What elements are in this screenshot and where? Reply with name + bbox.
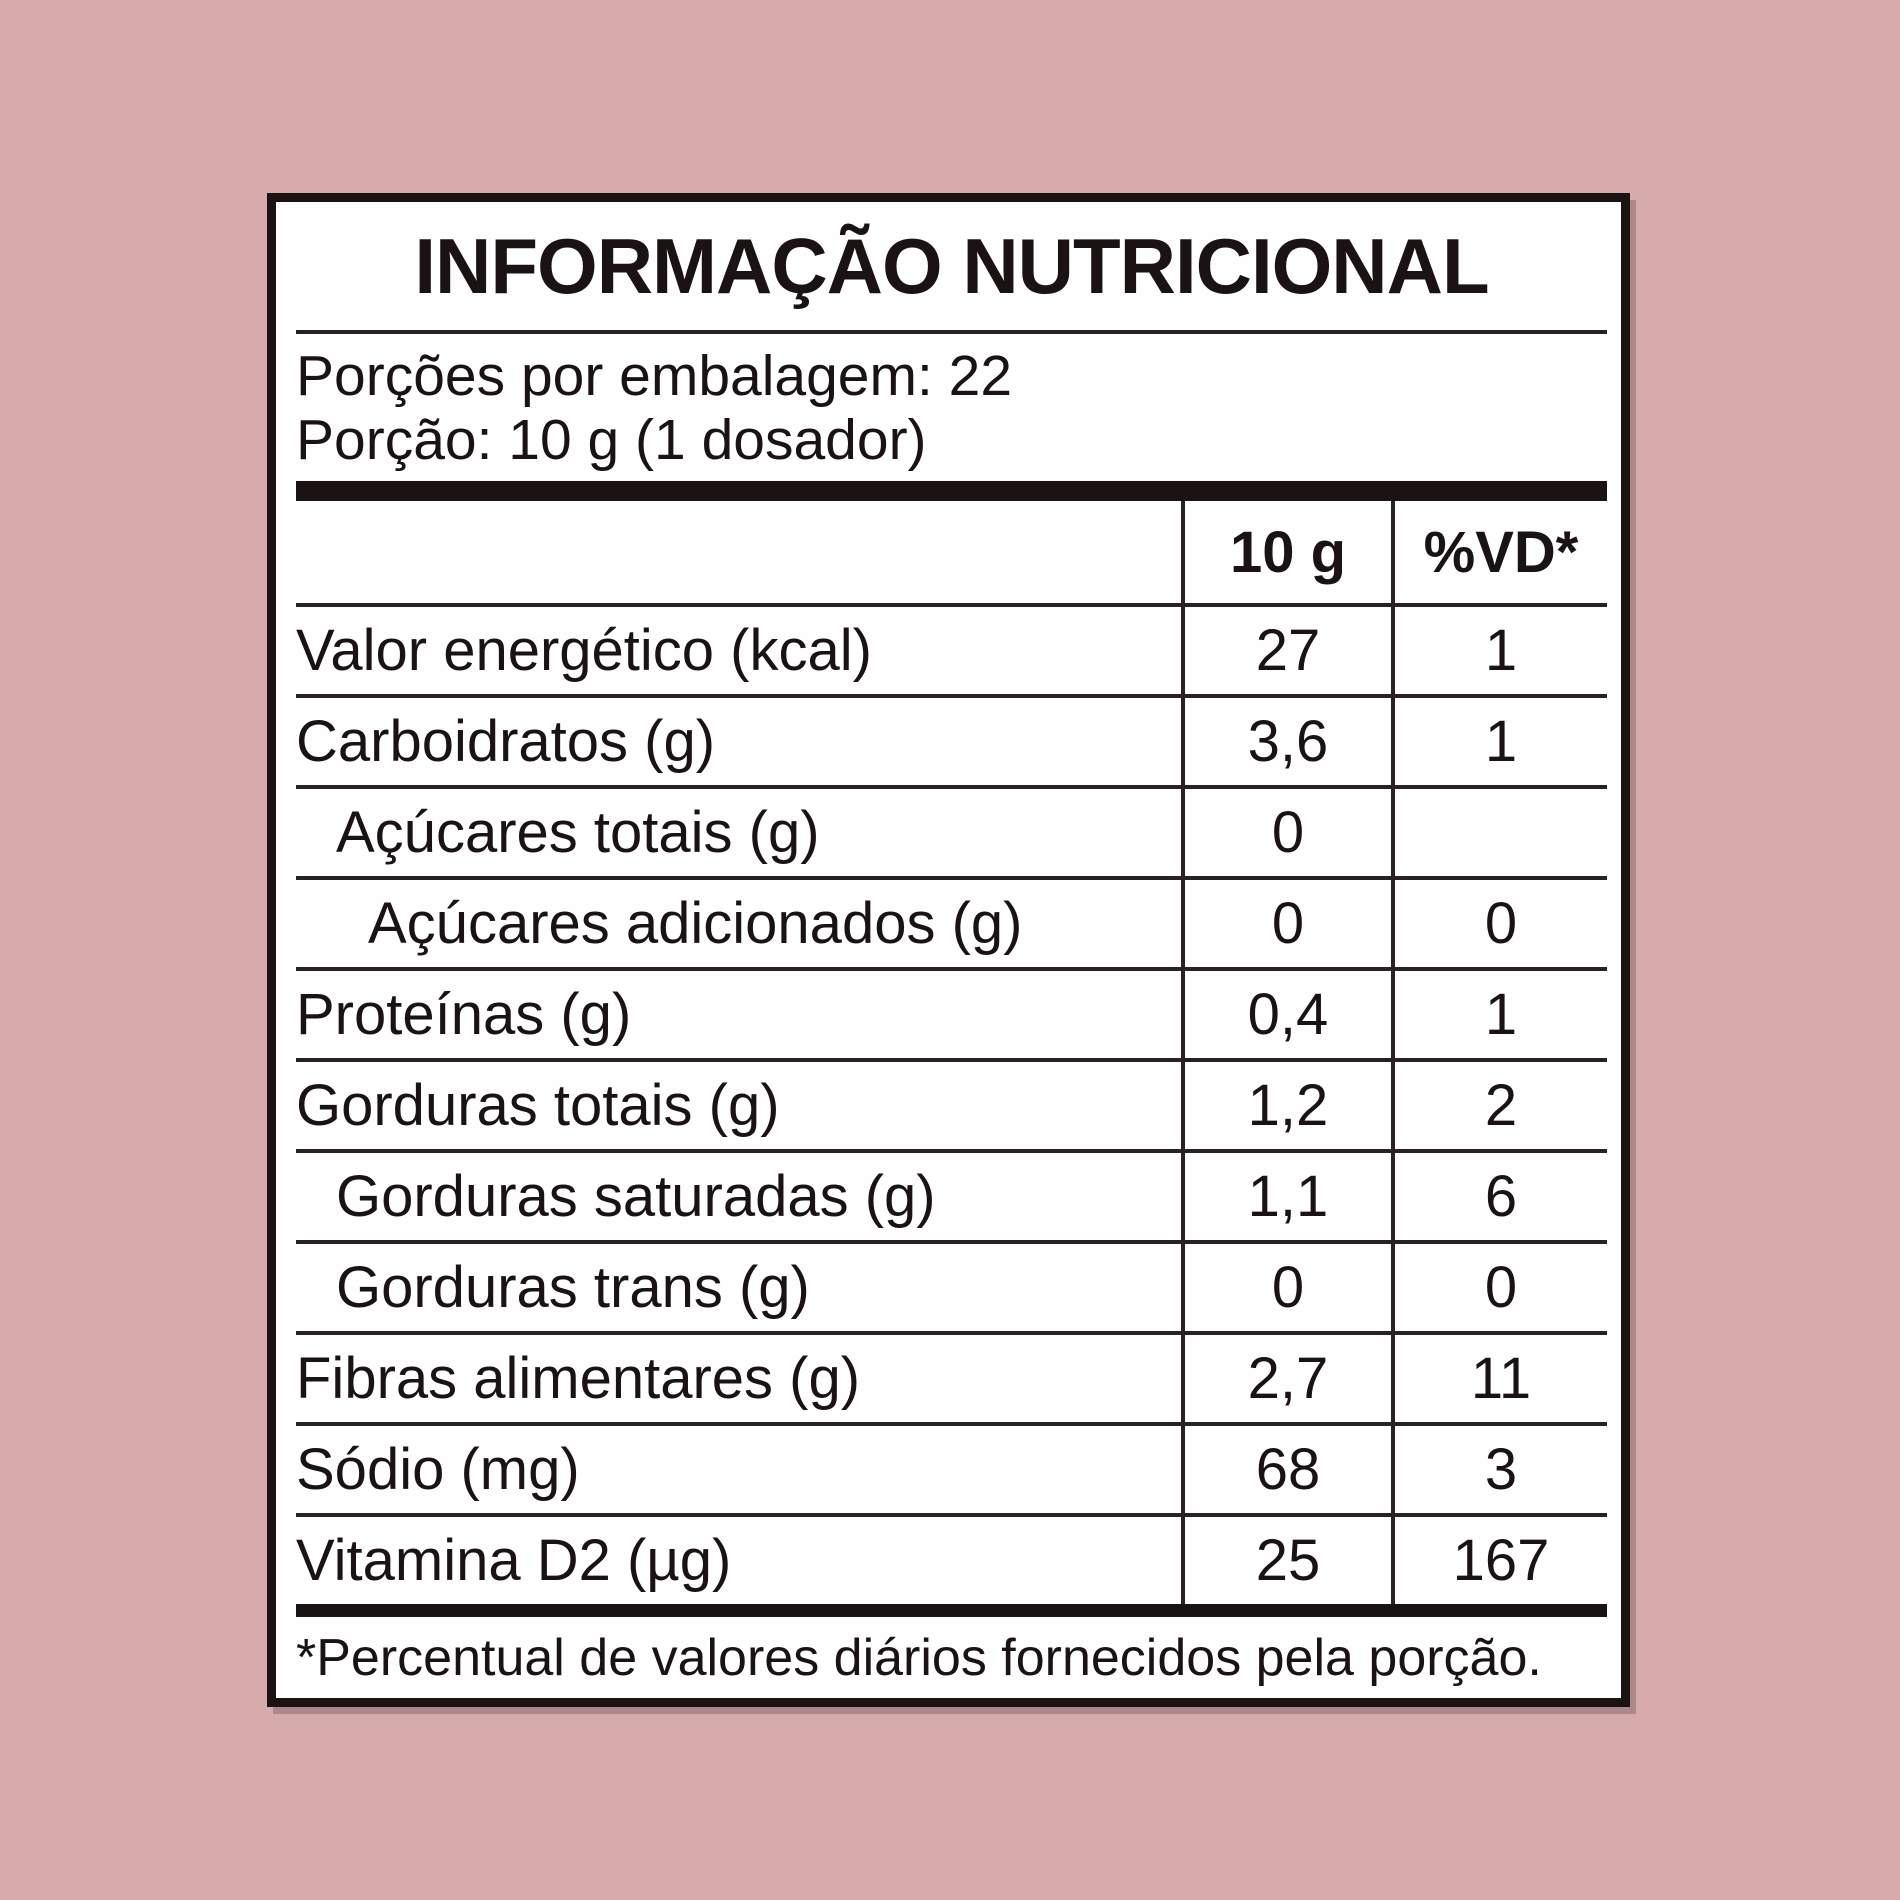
- nutrition-facts-label: [267, 193, 1630, 1707]
- nutrient-dv: 1: [1391, 694, 1607, 785]
- nutrient-amount: 27: [1181, 603, 1391, 694]
- servings-per-package: Porções por embalagem: 22: [296, 344, 1013, 408]
- nutrient-dv: 1: [1391, 603, 1607, 694]
- column-header-amount: 10 g: [1181, 501, 1391, 603]
- nutrient-dv: 0: [1391, 876, 1607, 967]
- nutrient-dv: [1391, 785, 1607, 876]
- nutrient-dv: 2: [1391, 1058, 1607, 1149]
- nutrient-dv: 3: [1391, 1422, 1607, 1513]
- nutrient-dv: 167: [1391, 1513, 1607, 1604]
- nutrient-dv: 0: [1391, 1240, 1607, 1331]
- nutrient-name: Proteínas (g): [296, 967, 1181, 1058]
- nutrient-name: Sódio (mg): [296, 1422, 1181, 1513]
- nutrient-amount: 25: [1181, 1513, 1391, 1604]
- label-title: INFORMAÇÃO NUTRICIONAL: [414, 221, 1489, 310]
- nutrient-amount: 2,7: [1181, 1331, 1391, 1422]
- header-divider-bar: [296, 481, 1607, 501]
- nutrient-amount: 3,6: [1181, 694, 1391, 785]
- nutrition-table: [296, 501, 1607, 1604]
- nutrient-amount: 0: [1181, 876, 1391, 967]
- nutrient-name: Fibras alimentares (g): [296, 1331, 1181, 1422]
- nutrient-name: Carboidratos (g): [296, 694, 1181, 785]
- nutrient-amount: 1,1: [1181, 1149, 1391, 1240]
- nutrient-dv: 1: [1391, 967, 1607, 1058]
- table-bottom-bar: [296, 1604, 1607, 1617]
- column-header-dv: %VD*: [1391, 501, 1607, 603]
- nutrient-amount: 68: [1181, 1422, 1391, 1513]
- dv-footnote: *Percentual de valores diários fornecidos pela porção.: [296, 1628, 1542, 1687]
- nutrient-name: Gorduras trans (g): [296, 1240, 1181, 1331]
- nutrient-name: Gorduras saturadas (g): [296, 1149, 1181, 1240]
- nutrient-name: Valor energético (kcal): [296, 603, 1181, 694]
- nutrient-name: Gorduras totais (g): [296, 1058, 1181, 1149]
- nutrient-name: Açúcares totais (g): [296, 785, 1181, 876]
- nutrient-dv: 11: [1391, 1331, 1607, 1422]
- serving-info: [296, 334, 1607, 481]
- column-header-spacer: [296, 501, 1181, 603]
- nutrient-amount: 0: [1181, 785, 1391, 876]
- nutrient-dv: 6: [1391, 1149, 1607, 1240]
- nutrient-name: Açúcares adicionados (g): [296, 876, 1181, 967]
- serving-size: Porção: 10 g (1 dosador): [296, 408, 927, 472]
- nutrient-amount: 0: [1181, 1240, 1391, 1331]
- nutrient-name: Vitamina D2 (µg): [296, 1513, 1181, 1604]
- nutrient-amount: 0,4: [1181, 967, 1391, 1058]
- nutrient-amount: 1,2: [1181, 1058, 1391, 1149]
